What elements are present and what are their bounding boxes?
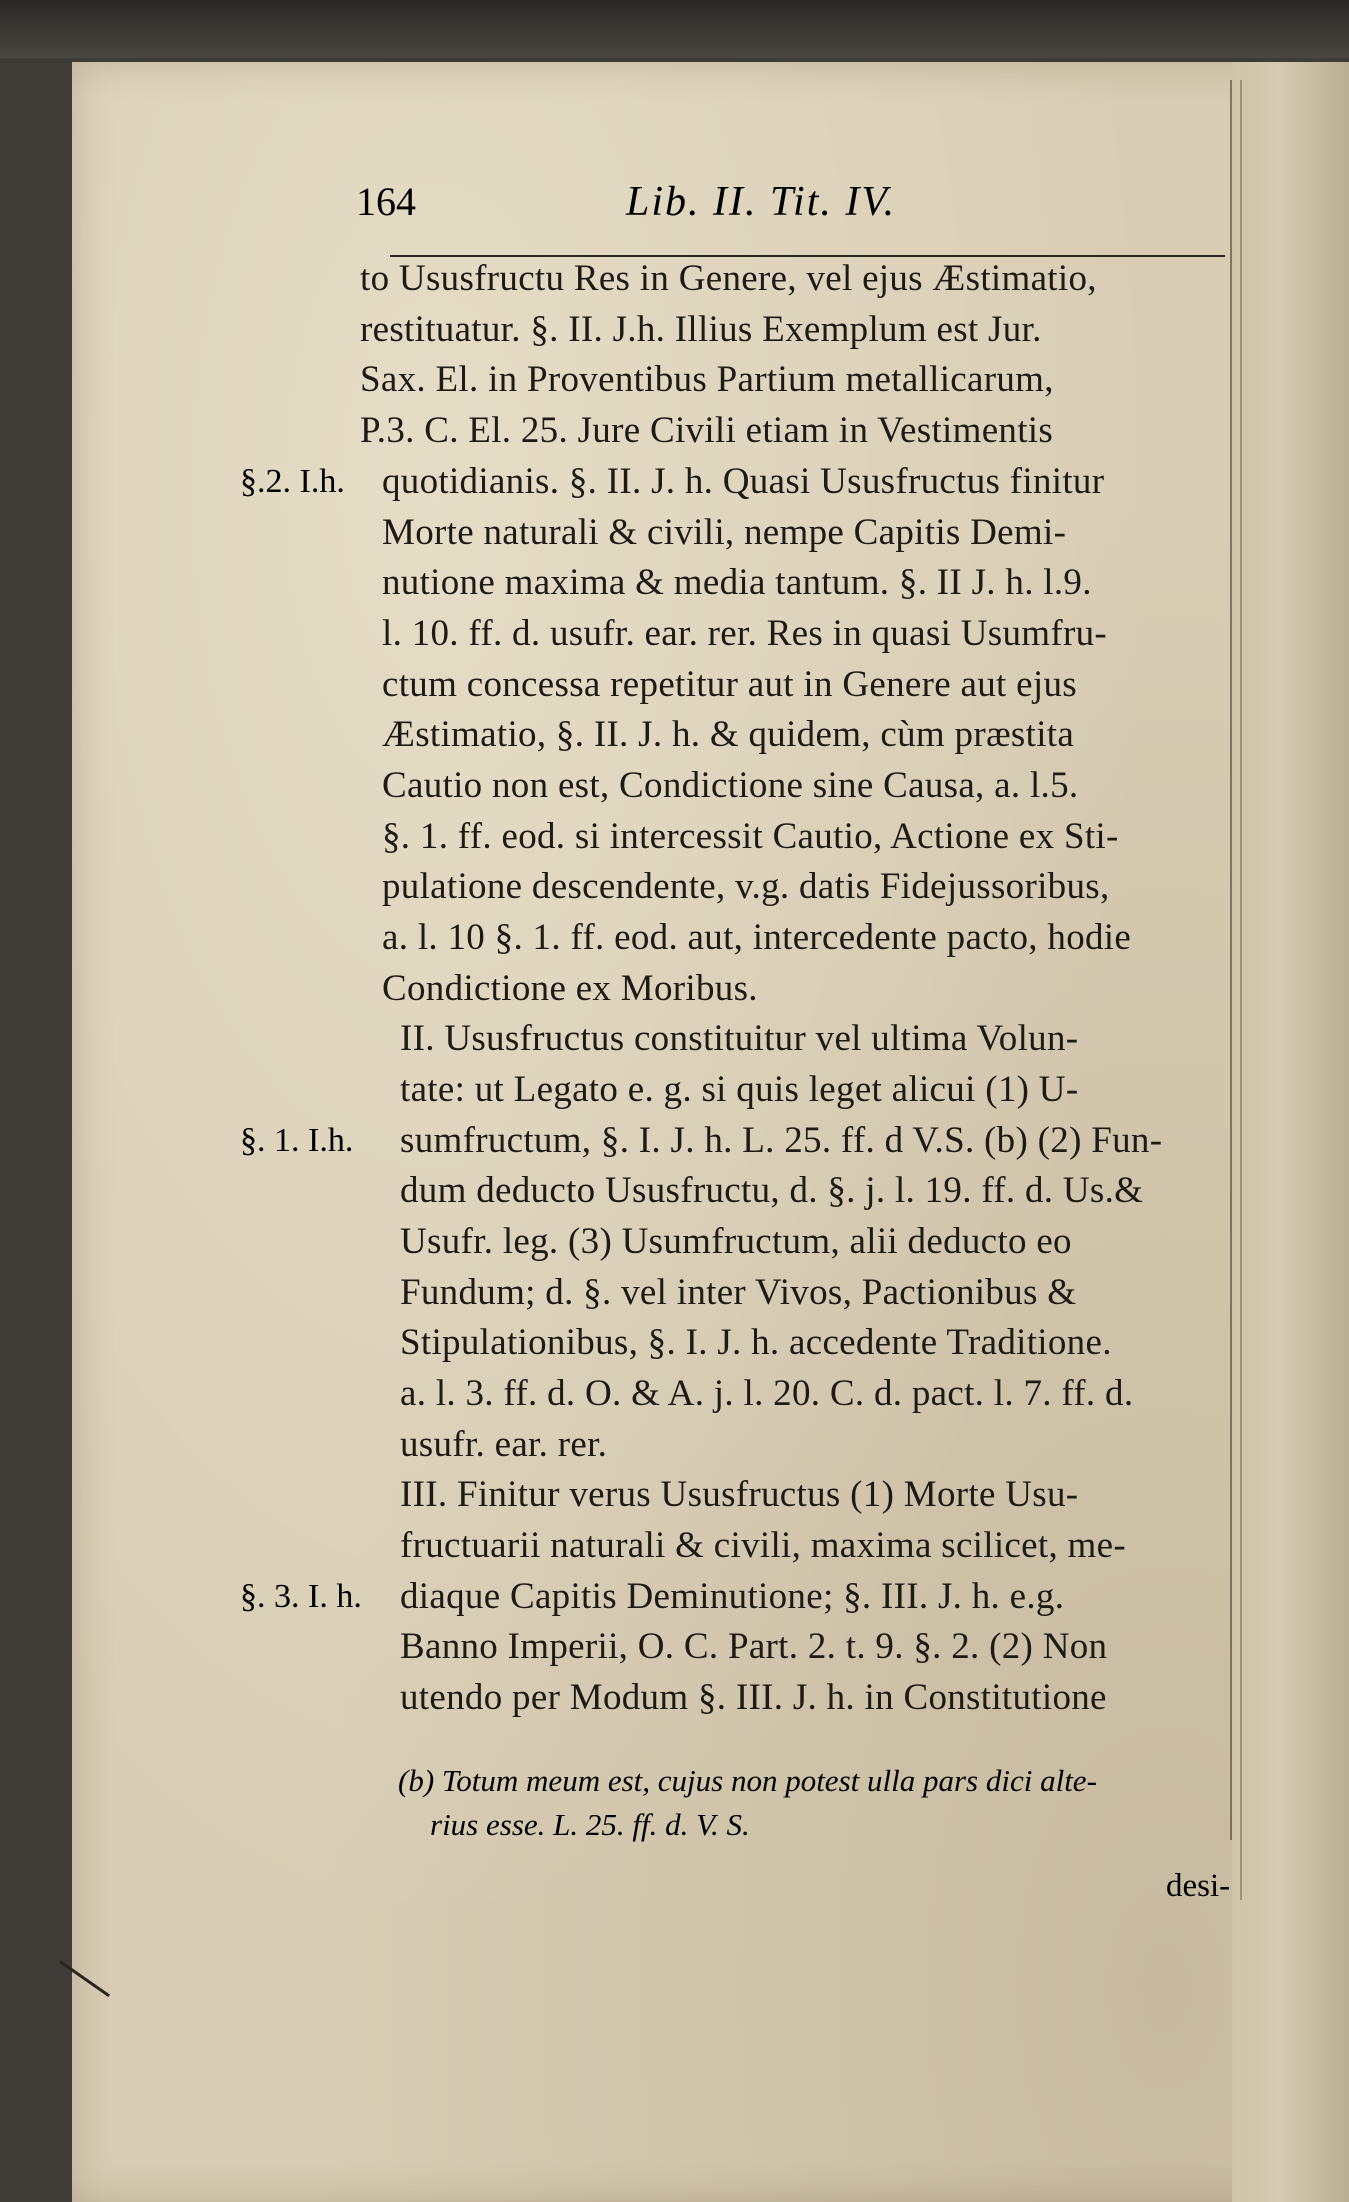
text-line: diaque Capitis Deminutione; §. III. J. h. e.g. (400, 1576, 1065, 1617)
text-line: dum deducto Ususfructu, d. §. j. l. 19. ff. d. Us.& (400, 1170, 1144, 1211)
text-line: tate: ut Legato e. g. si quis leget alicui (1) U- (400, 1069, 1079, 1110)
margin-note: §.2. I.h. (240, 463, 345, 500)
text-line: quotidianis. §. II. J. h. Quasi Ususfructus finitur (382, 461, 1105, 502)
page-edge (1232, 62, 1349, 2202)
margin-note: §. 3. I. h. (240, 1578, 362, 1615)
scan-background (0, 0, 1349, 58)
text-line: Cautio non est, Condictione sine Causa, a. l.5. (382, 765, 1079, 806)
running-head: Lib. II. Tit. IV. (626, 179, 897, 225)
text-line: Banno Imperii, O. C. Part. 2. t. 9. §. 2. (2) Non (400, 1626, 1108, 1667)
page-header (356, 178, 1236, 238)
text-line: sumfructum, §. I. J. h. L. 25. ff. d V.S. (b) (2) Fun- (400, 1120, 1163, 1161)
text-line: Usufr. leg. (3) Usumfructum, alii deducto eo (400, 1221, 1072, 1262)
catchword: desi- (1166, 1868, 1231, 1904)
footnote-line: (b) Totum meum est, cujus non potest ulla pars dici alte- (398, 1763, 1097, 1798)
text-line: nutione maxima & media tantum. §. II J. h. l.9. (382, 562, 1092, 603)
text-line: a. l. 3. ff. d. O. & A. j. l. 20. C. d. pact. l. 7. ff. d. (400, 1373, 1134, 1414)
text-line: Condictione ex Moribus. (382, 968, 758, 1009)
text-line: restituatur. §. II. J.h. Illius Exemplum est Jur. (360, 309, 1042, 350)
text-line: pulatione descendente, v.g. datis Fidejussoribus, (382, 866, 1110, 907)
text-line: Fundum; d. §. vel inter Vivos, Pactionibus & (400, 1272, 1077, 1313)
page-number: 164 (356, 179, 416, 224)
text-line: III. Finitur verus Ususfructus (1) Morte Usu- (400, 1474, 1079, 1515)
text-line: Sax. El. in Proventibus Partium metallicarum, (360, 359, 1054, 400)
page-edge-line (1240, 80, 1242, 1900)
text-line: Morte naturali & civili, nempe Capitis Demi- (382, 512, 1067, 553)
text-line: to Ususfructu Res in Genere, vel ejus Æstimatio, (360, 258, 1097, 299)
text-line: fructuarii naturali & civili, maxima scilicet, me- (400, 1525, 1126, 1566)
text-line: §. 1. ff. eod. si intercessit Cautio, Actione ex Sti- (382, 816, 1119, 857)
text-line: Stipulationibus, §. I. J. h. accedente Traditione. (400, 1322, 1112, 1363)
text-line: utendo per Modum §. III. J. h. in Constitutione (400, 1677, 1107, 1718)
text-line: II. Ususfructus constituitur vel ultima Volun- (400, 1018, 1079, 1059)
page-fold-line (1230, 80, 1232, 1840)
margin-note: §. 1. I.h. (240, 1122, 354, 1159)
text-line: Æstimatio, §. II. J. h. & quidem, cùm præstita (382, 714, 1075, 755)
text-line: usufr. ear. rer. (400, 1424, 608, 1465)
footnote-line: rius esse. L. 25. ff. d. V. S. (430, 1807, 750, 1842)
text-line: P.3. C. El. 25. Jure Civili etiam in Vestimentis (360, 410, 1054, 451)
text-line: ctum concessa repetitur aut in Genere aut ejus (382, 664, 1077, 705)
text-line: l. 10. ff. d. usufr. ear. rer. Res in quasi Usumfru- (382, 613, 1107, 654)
text-line: a. l. 10 §. 1. ff. eod. aut, intercedente pacto, hodie (382, 917, 1132, 958)
